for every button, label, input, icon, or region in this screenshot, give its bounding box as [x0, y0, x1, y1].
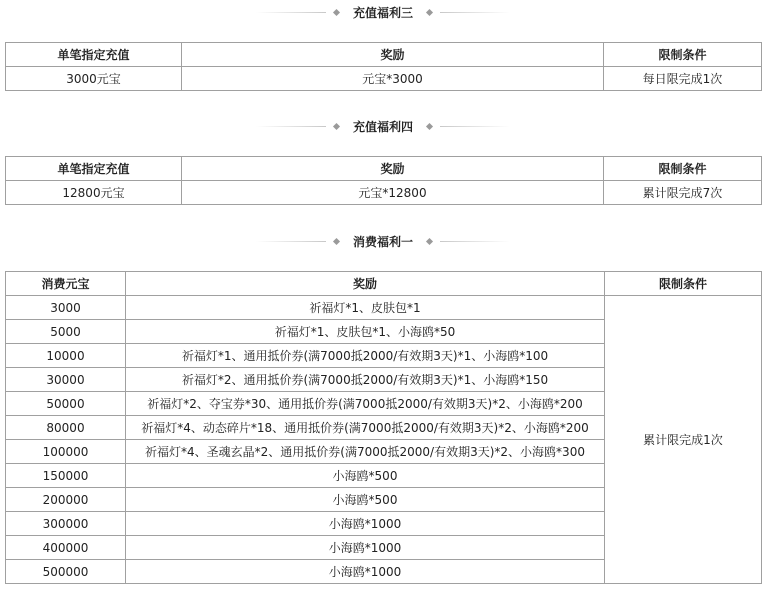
amount-cell: 500000: [6, 560, 126, 584]
diamond-icon: [426, 8, 433, 15]
reward-cell: 祈福灯*2、通用抵价券(满7000抵2000/有效期3天)*1、小海鸥*150: [126, 368, 605, 392]
divider-line: [440, 12, 510, 13]
table-header-row: [6, 43, 762, 67]
diamond-icon: [426, 237, 433, 244]
amount-cell: 200000: [6, 488, 126, 512]
diamond-icon: [426, 122, 433, 129]
divider-line: [440, 126, 510, 127]
reward-cell: 祈福灯*4、动态碎片*18、通用抵价券(满7000抵2000/有效期3天)*2、小海鸥*200: [126, 416, 605, 440]
reward-cell: 小海鸥*500: [126, 464, 605, 488]
header-cell: 奖励: [182, 157, 604, 181]
table-header-row: [6, 157, 762, 181]
section-title: 充值福利三: [352, 5, 413, 20]
amount-cell: 10000: [6, 344, 126, 368]
amount-cell: 150000: [6, 464, 126, 488]
amount-cell: 50000: [6, 392, 126, 416]
reward-cell: 元宝*3000: [182, 67, 604, 91]
header-cell: 限制条件: [605, 272, 762, 296]
table-row: [6, 181, 762, 205]
section-title: 消费福利一: [352, 234, 413, 249]
divider-line: [256, 241, 326, 242]
table-row: [6, 67, 762, 91]
header-cell: 限制条件: [604, 43, 762, 67]
header-cell: 奖励: [126, 272, 605, 296]
section-title: 充值福利四: [352, 119, 413, 134]
section-heading-recharge-4: [0, 115, 766, 137]
reward-cell: 祈福灯*2、夺宝券*30、通用抵价券(满7000抵2000/有效期3天)*2、小海鸥*200: [126, 392, 605, 416]
diamond-icon: [333, 122, 340, 129]
section-heading-consume-1: [0, 230, 766, 252]
section-heading-recharge-3: [0, 1, 766, 23]
limit-cell: 每日限完成1次: [604, 67, 762, 91]
amount-cell: 30000: [6, 368, 126, 392]
reward-cell: 小海鸥*500: [126, 488, 605, 512]
amount-cell: 12800元宝: [6, 181, 182, 205]
header-cell: 奖励: [182, 43, 604, 67]
reward-cell: 元宝*12800: [182, 181, 604, 205]
reward-cell: 祈福灯*1、皮肤包*1: [126, 296, 605, 320]
divider-line: [256, 126, 326, 127]
amount-cell: 400000: [6, 536, 126, 560]
recharge-3-table: [5, 42, 762, 91]
reward-cell: 祈福灯*1、皮肤包*1、小海鸥*50: [126, 320, 605, 344]
table-header-row: [6, 272, 762, 296]
table-row: [6, 296, 762, 320]
amount-cell: 100000: [6, 440, 126, 464]
header-cell: 限制条件: [604, 157, 762, 181]
reward-cell: 小海鸥*1000: [126, 560, 605, 584]
amount-cell: 3000元宝: [6, 67, 182, 91]
reward-cell: 祈福灯*1、通用抵价券(满7000抵2000/有效期3天)*1、小海鸥*100: [126, 344, 605, 368]
amount-cell: 5000: [6, 320, 126, 344]
limit-cell: 累计限完成7次: [604, 181, 762, 205]
diamond-icon: [333, 8, 340, 15]
header-cell: 消费元宝: [6, 272, 126, 296]
consume-1-table: [5, 271, 762, 584]
divider-line: [440, 241, 510, 242]
amount-cell: 300000: [6, 512, 126, 536]
reward-cell: 祈福灯*4、圣魂玄晶*2、通用抵价券(满7000抵2000/有效期3天)*2、小海鸥*300: [126, 440, 605, 464]
recharge-4-table: [5, 156, 762, 205]
amount-cell: 3000: [6, 296, 126, 320]
header-cell: 单笔指定充值: [6, 157, 182, 181]
header-cell: 单笔指定充值: [6, 43, 182, 67]
reward-cell: 小海鸥*1000: [126, 512, 605, 536]
limit-cell: 累计限完成1次: [605, 296, 762, 584]
amount-cell: 80000: [6, 416, 126, 440]
diamond-icon: [333, 237, 340, 244]
divider-line: [256, 12, 326, 13]
reward-cell: 小海鸥*1000: [126, 536, 605, 560]
